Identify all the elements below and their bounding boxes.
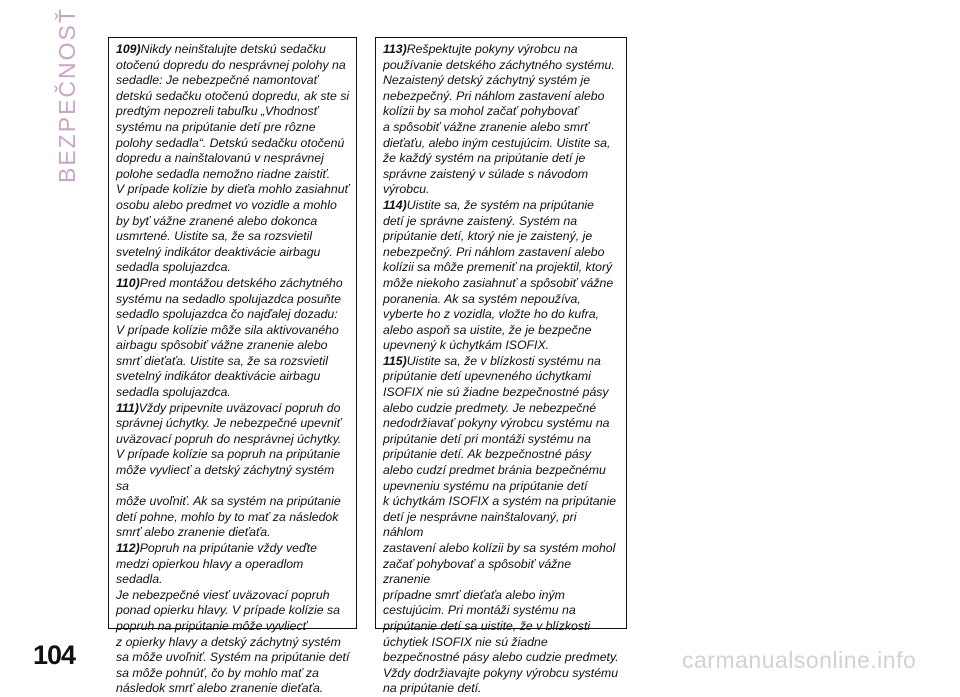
warning-line: sedadla spolujazdca.	[116, 260, 231, 275]
warning-line: Rešpektujte pokyny výrobcu na	[406, 42, 578, 56]
warning-line: svetelný indikátor deaktivácie airbagu	[116, 244, 321, 259]
warning-paragraph	[116, 401, 350, 541]
warning-line: pripútanie detí, ktorý nie je zaistený, je	[383, 229, 593, 244]
warning-paragraph	[383, 42, 620, 198]
warning-box-left	[108, 37, 357, 696]
warning-line: správnej úchytky. Je nebezpečné upevniť	[116, 416, 341, 431]
warning-line: používanie detského záchytného systému.	[383, 57, 615, 72]
warning-line: osobu alebo predmet vo vozidle a mohlo	[116, 197, 337, 212]
warning-line: nebezpečný. Pri náhlom zastavení alebo	[383, 88, 605, 103]
warning-line: Vždy pripevnite uväzovací popruh do	[138, 400, 341, 415]
warning-line: polohe sedadla nemožno riadne zaistiť.	[116, 166, 331, 181]
warning-line: Je nebezpečné viesť uväzovací popruh	[116, 587, 330, 602]
warning-line: Nezaistený detský záchytný systém je	[383, 73, 591, 88]
warning-line: začať pohybovať a spôsobiť vážne zranenie	[383, 556, 572, 587]
warning-line: Pred montážou detského záchytného	[139, 275, 343, 290]
warning-line: predtým nepozreli tabuľku „Vhodnosť	[116, 104, 318, 119]
warning-line: by byť vážne zranené alebo dokonca	[116, 213, 318, 228]
warning-line: správne zaistený v súlade s návodom	[383, 166, 589, 181]
warning-line: popruh na pripútanie môže vyvliecť	[116, 618, 307, 633]
warning-line: Nikdy neinštalujte detskú sedačku	[140, 42, 326, 56]
warning-line: sa môže pohnúť, čo by mohlo mať za	[116, 665, 319, 680]
warning-line: pripútanie detí. Ak bezpečnostné pásy	[383, 447, 592, 462]
warning-line: ponad opierku hlavy. V prípade kolízie sa	[116, 603, 340, 618]
warning-line: môže uvoľniť. Ak sa systém na pripútanie	[116, 494, 341, 509]
warning-line: z opierky hlavy a detský záchytný systém	[116, 634, 341, 649]
warning-paragraph	[116, 541, 350, 697]
warning-line: medzi opierkou hlavy a operadlom sedadla.	[116, 556, 304, 587]
warning-line: môže niekoho zasiahnuť a spôsobiť vážne	[383, 275, 614, 290]
warning-line: môže vyvliecť a detský záchytný systém sa	[116, 463, 335, 493]
warning-line: nedodržiavať pokyny výrobcu systému na	[383, 416, 610, 431]
warning-number: 114)	[383, 197, 407, 212]
warning-column-left	[116, 42, 350, 697]
warning-number: 112)	[116, 541, 140, 555]
warning-line: na pripútanie detí.	[383, 681, 482, 696]
warning-line: úchytiek ISOFIX nie sú žiadne	[383, 634, 548, 649]
warning-paragraph	[116, 42, 350, 276]
warning-number: 111)	[116, 400, 139, 415]
warning-line: detskú sedačku otočenú dopredu, ak ste si	[116, 88, 350, 103]
warning-line: uväzovací popruh do nesprávnej úchytky.	[116, 431, 342, 446]
warning-line: následok smrť alebo zranenie dieťaťa.	[116, 681, 324, 696]
warning-line: alebo aspoň sa uistite, že je bezpečne	[383, 322, 592, 337]
warning-line: dieťaťu, alebo iným cestujúcim. Uistite sa,	[383, 135, 611, 150]
warning-line: sa môže uvoľniť. Systém na pripútanie detí	[116, 650, 350, 665]
warning-line: detí je nesprávne nainštalovaný, pri náhlom	[383, 509, 577, 540]
warning-line: kolízii by sa mohol začať pohybovať	[383, 104, 579, 119]
warning-line: detí pohne, mohlo by to mať za následok	[116, 509, 339, 524]
warning-line: výrobcu.	[383, 182, 430, 197]
warning-line: polohy sedadla“. Detskú sedačku otočenú	[116, 135, 345, 150]
page-number: 104	[33, 640, 76, 670]
warning-paragraph	[383, 354, 620, 697]
warning-line: systému na pripútanie detí pre rôzne	[116, 119, 316, 134]
warning-line: k úchytkám ISOFIX a systém na pripútanie	[383, 494, 617, 509]
warning-line: alebo cudzie predmety. Je nebezpečné	[383, 400, 597, 415]
warning-line: pripútanie detí upevneného úchytkami	[383, 369, 591, 384]
warning-number: 109)	[116, 42, 141, 56]
warning-line: zastavení alebo kolízii by sa systém mohol	[383, 541, 616, 555]
warning-box-right	[375, 37, 627, 696]
warning-line: vyberte ho z vozidla, vložte ho do kufra,	[383, 307, 599, 322]
warning-line: Popruh na pripútanie vždy veďte	[139, 541, 317, 555]
watermark: carmanualsonline.info	[682, 647, 917, 673]
warning-line: usmrtené. Uistite sa, že sa rozsvietil	[116, 229, 313, 244]
warning-line: a spôsobiť vážne zranenie alebo smrť	[383, 119, 589, 134]
warning-line: sedadlo spolujazdca čo najďalej dozadu:	[116, 307, 338, 322]
warning-line: systému na sedadlo spolujazdca posuňte	[116, 291, 341, 306]
warning-line: svetelný indikátor deaktivácie airbagu	[116, 369, 321, 384]
warning-line: V prípade kolízie môže sila aktivovaného	[116, 322, 339, 337]
warning-paragraph	[116, 276, 350, 401]
warning-line: poranenia. Ak sa systém nepoužíva,	[383, 291, 581, 306]
warning-line: alebo cudzí predmet bránia bezpečnému	[383, 463, 606, 478]
warning-line: Vždy dodržiavajte pokyny výrobcu systému	[383, 665, 619, 680]
warning-paragraph	[383, 198, 620, 354]
warning-line: sedadle: Je nebezpečné namontovať	[116, 73, 318, 88]
warning-line: otočenú dopredu do nesprávnej polohy na	[116, 57, 346, 72]
warning-line: V prípade kolízie by dieťa mohlo zasiahnuť	[116, 182, 349, 197]
warning-line: smrť alebo zranenie dieťaťa.	[116, 525, 271, 540]
section-label: BEZPEČNOSŤ	[54, 7, 80, 183]
warning-number: 113)	[383, 42, 407, 56]
warning-line: upevneniu systému na pripútanie detí	[383, 478, 588, 493]
warning-line: sedadla spolujazdca.	[116, 385, 231, 400]
warning-line: smrť dieťaťa. Uistite sa, že sa rozsvietil	[116, 353, 328, 368]
warning-line: Uistite sa, že systém na pripútanie	[406, 197, 594, 212]
warning-line: pripútanie detí sa uistite, že v blízkosti	[383, 618, 591, 633]
warning-line: nebezpečný. Pri náhlom zastavení alebo	[383, 244, 605, 259]
warning-line: V prípade kolízie sa popruh na pripútanie	[116, 447, 341, 462]
warning-number: 110)	[116, 275, 140, 290]
warning-line: prípadne smrť dieťaťa alebo iným	[383, 587, 565, 602]
warning-line: že každý systém na pripútanie detí je	[383, 151, 586, 166]
warning-number: 115)	[383, 353, 407, 368]
warning-line: Uistite sa, že v blízkosti systému na	[406, 353, 601, 368]
warning-line: detí je správne zaistený. Systém na	[383, 213, 578, 228]
warning-column-right	[383, 42, 620, 697]
warning-line: cestujúcim. Pri montáži systému na	[383, 603, 576, 618]
warning-line: ISOFIX nie sú žiadne bezpečnostné pásy	[383, 385, 609, 400]
warning-line: upevnený k úchytkám ISOFIX.	[383, 338, 550, 353]
warning-line: bezpečnostné pásy alebo cudzie predmety.	[383, 650, 619, 665]
warning-line: dopredu a nainštalovanú v nesprávnej	[116, 151, 324, 166]
warning-line: airbagu spôsobiť vážne zranenie alebo	[116, 338, 328, 353]
warning-line: pripútanie detí pri montáži systému na	[383, 431, 591, 446]
warning-line: kolízii sa môže premeniť na projektil, ktorý	[383, 260, 613, 275]
